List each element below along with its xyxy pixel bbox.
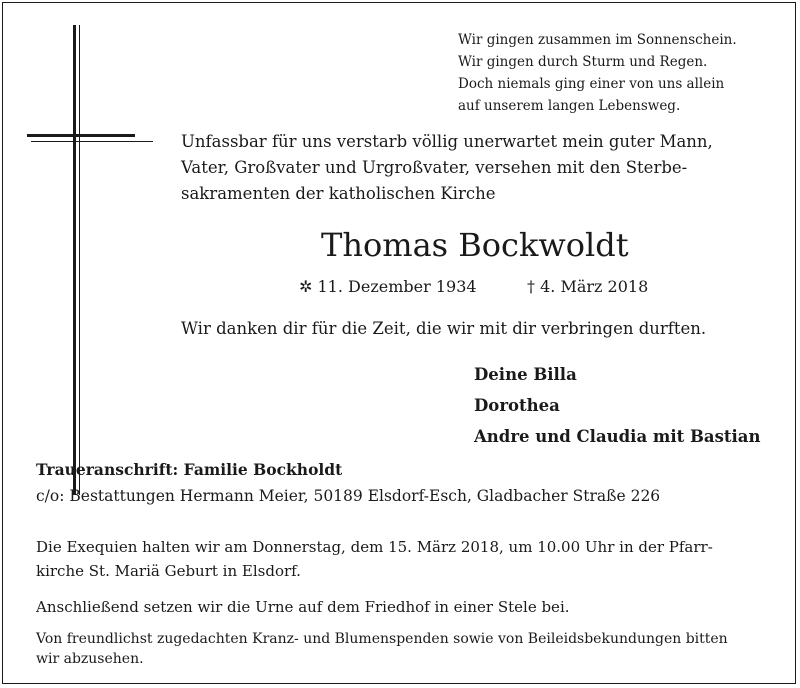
request-line: wir abzusehen. [36,651,144,667]
poem-line: Wir gingen durch Sturm und Regen. [458,54,708,70]
signer: Dorothea [474,396,560,415]
signers [474,359,760,452]
address-heading: Traueranschrift: Familie Bockholdt [36,460,343,479]
intro-line: Vater, Großvater und Urgroßvater, versehen mit den Sterbe- [181,158,688,177]
poem-line: Wir gingen zusammen im Sonnenschein. [458,32,737,48]
obituary-notice [2,2,796,684]
urne-text: Anschließend setzen wir die Urne auf dem Friedhof in einer Stele bei. [36,598,570,616]
poem-line: Doch niemals ging einer von uns allein [458,76,725,92]
intro-text [181,129,769,207]
mourning-address [36,457,660,509]
request-line: Von freundlichst zugedachten Kranz- und Blumenspenden sowie von Beileidsbekundungen bitten [36,631,728,647]
exequien-line: Die Exequien halten wir am Donnerstag, dem 15. März 2018, um 10.00 Uhr in der Pfarr- [36,538,713,556]
poem [458,29,737,117]
signer: Andre und Claudia mit Bastian [474,427,761,446]
address-line: c/o: Bestattungen Hermann Meier, 50189 Elsdorf-Esch, Gladbacher Straße 226 [36,487,661,505]
thanks-text: Wir danken dir für die Zeit, die wir mit dir verbringen durften. [181,319,707,338]
exequien-line: kirche St. Mariä Geburt in Elsdorf. [36,562,301,580]
signer: Deine Billa [474,365,577,384]
intro-line: Unfassbar für uns verstarb völlig unerwartet mein guter Mann, [181,132,713,151]
intro-line: sakramenten der katholischen Kirche [181,184,496,203]
death-date: † 4. März 2018 [527,277,649,296]
deceased-name: Thomas Bockwoldt [321,226,629,264]
birth-date: ✲ 11. Dezember 1934 [299,277,477,296]
poem-line: auf unserem langen Lebensweg. [458,98,681,114]
